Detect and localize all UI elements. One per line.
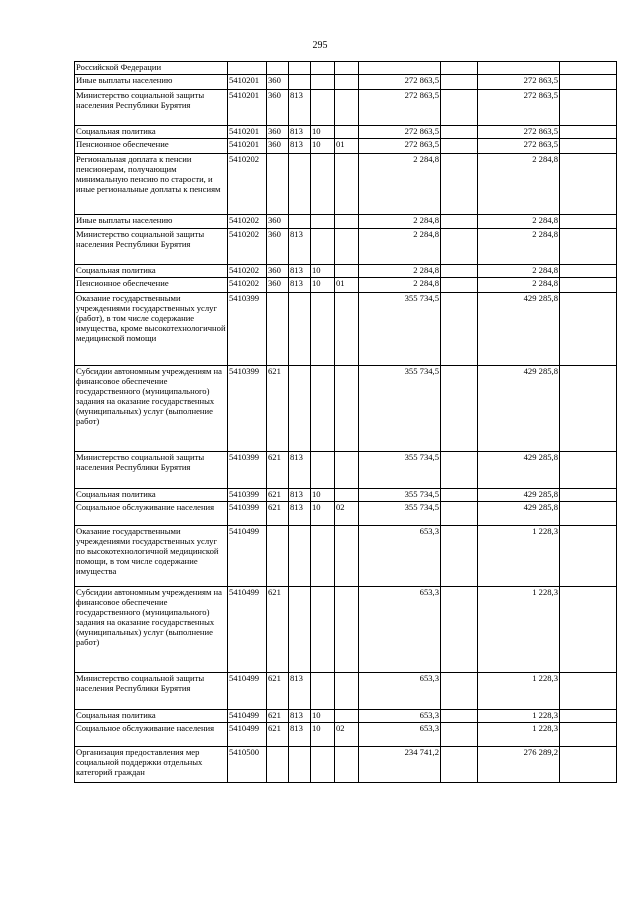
row-empty-cell: [441, 139, 478, 154]
row-sum-1-cell: 355 734,5: [359, 489, 441, 502]
row-pr-cell: 01: [335, 278, 359, 293]
row-empty-cell: [441, 489, 478, 502]
row-name-cell: Пенсионное обеспечение: [75, 139, 228, 154]
row-sum-2-cell: 272 863,5: [478, 139, 560, 154]
row-sum-2-cell: 1 228,3: [478, 673, 560, 710]
row-empty-cell: [441, 502, 478, 526]
row-pr-cell: [335, 62, 359, 75]
row-pr-cell: [335, 452, 359, 489]
row-sum-1-cell: 2 284,8: [359, 215, 441, 229]
row-grbs-cell: 813: [289, 502, 311, 526]
row-empty-cell: [441, 62, 478, 75]
row-sum-2-cell: 2 284,8: [478, 215, 560, 229]
row-empty-cell: [560, 90, 617, 126]
row-rz-cell: [311, 62, 335, 75]
row-name-cell: Иные выплаты населению: [75, 75, 228, 90]
row-name-cell: Оказание государственными учреждениями государственных услуг (работ), в том числе содержание имущества, кроме высокотехнологичной медицинской помощи: [75, 293, 228, 366]
row-sum-1-cell: 272 863,5: [359, 90, 441, 126]
table-row: [75, 215, 617, 229]
row-rz-cell: 10: [311, 278, 335, 293]
budget-table: [74, 61, 617, 783]
row-sum-2-cell: 2 284,8: [478, 154, 560, 215]
row-pr-cell: [335, 366, 359, 452]
row-empty-cell: [441, 526, 478, 587]
row-sum-1-cell: 653,3: [359, 526, 441, 587]
row-sum-2-cell: 429 285,8: [478, 489, 560, 502]
row-grbs-cell: 813: [289, 229, 311, 265]
row-name-cell: Субсидии автономным учреждениям на финансовое обеспечение государственного (муниципального) задания на оказание государственных (муниципальных) услуг (выполнение работ): [75, 587, 228, 673]
row-grbs-cell: 813: [289, 139, 311, 154]
table-row: [75, 710, 617, 723]
table-row: [75, 126, 617, 139]
row-grbs-cell: [289, 587, 311, 673]
row-grbs-cell: [289, 366, 311, 452]
table-row: [75, 154, 617, 215]
row-sum-2-cell: 272 863,5: [478, 90, 560, 126]
row-empty-cell: [560, 62, 617, 75]
row-rz-cell: [311, 215, 335, 229]
row-empty-cell: [560, 489, 617, 502]
row-sum-1-cell: 272 863,5: [359, 126, 441, 139]
row-name-cell: Министерство социальной защиты населения Республики Бурятия: [75, 90, 228, 126]
row-rz-cell: [311, 154, 335, 215]
row-name-cell: Пенсионное обеспечение: [75, 278, 228, 293]
row-empty-cell: [441, 366, 478, 452]
row-pr-cell: [335, 293, 359, 366]
row-pr-cell: [335, 710, 359, 723]
row-sum-2-cell: 272 863,5: [478, 75, 560, 90]
row-empty-cell: [441, 278, 478, 293]
row-sum-1-cell: 2 284,8: [359, 265, 441, 278]
row-sum-1-cell: 653,3: [359, 673, 441, 710]
row-vr-cell: 360: [267, 90, 289, 126]
row-empty-cell: [441, 75, 478, 90]
row-empty-cell: [560, 154, 617, 215]
row-sum-2-cell: 272 863,5: [478, 126, 560, 139]
table-row: [75, 229, 617, 265]
row-sum-1-cell: 2 284,8: [359, 154, 441, 215]
row-grbs-cell: 813: [289, 723, 311, 747]
row-empty-cell: [560, 366, 617, 452]
row-code-cell: 5410201: [228, 75, 267, 90]
row-rz-cell: [311, 75, 335, 90]
row-sum-2-cell: 429 285,8: [478, 452, 560, 489]
row-pr-cell: [335, 229, 359, 265]
row-sum-2-cell: 2 284,8: [478, 278, 560, 293]
row-code-cell: 5410202: [228, 278, 267, 293]
row-empty-cell: [560, 75, 617, 90]
row-vr-cell: 360: [267, 75, 289, 90]
row-empty-cell: [441, 154, 478, 215]
row-grbs-cell: [289, 215, 311, 229]
row-sum-2-cell: 429 285,8: [478, 366, 560, 452]
row-empty-cell: [441, 587, 478, 673]
row-vr-cell: 621: [267, 723, 289, 747]
row-vr-cell: [267, 62, 289, 75]
row-empty-cell: [441, 126, 478, 139]
row-sum-2-cell: 1 228,3: [478, 710, 560, 723]
row-vr-cell: 621: [267, 452, 289, 489]
row-code-cell: 5410399: [228, 489, 267, 502]
row-code-cell: 5410399: [228, 502, 267, 526]
row-grbs-cell: 813: [289, 90, 311, 126]
row-name-cell: Социальная политика: [75, 710, 228, 723]
row-code-cell: 5410202: [228, 154, 267, 215]
row-vr-cell: 360: [267, 126, 289, 139]
row-sum-2-cell: 1 228,3: [478, 723, 560, 747]
row-sum-2-cell: 429 285,8: [478, 502, 560, 526]
row-empty-cell: [560, 747, 617, 783]
row-sum-2-cell: 429 285,8: [478, 293, 560, 366]
row-grbs-cell: 813: [289, 710, 311, 723]
row-rz-cell: 10: [311, 126, 335, 139]
row-vr-cell: 621: [267, 673, 289, 710]
row-sum-1-cell: [359, 62, 441, 75]
row-grbs-cell: [289, 747, 311, 783]
row-sum-1-cell: 355 734,5: [359, 452, 441, 489]
row-grbs-cell: 813: [289, 489, 311, 502]
row-pr-cell: [335, 587, 359, 673]
row-vr-cell: [267, 293, 289, 366]
row-pr-cell: 01: [335, 139, 359, 154]
row-name-cell: Региональная доплата к пенсии пенсионерам, получающим минимальную пенсию по старости, и иные региональные доплаты к пенсиям: [75, 154, 228, 215]
row-grbs-cell: [289, 154, 311, 215]
table-row: [75, 139, 617, 154]
row-vr-cell: 621: [267, 587, 289, 673]
row-empty-cell: [560, 723, 617, 747]
row-rz-cell: [311, 229, 335, 265]
row-vr-cell: 360: [267, 265, 289, 278]
row-rz-cell: 10: [311, 502, 335, 526]
row-sum-2-cell: 2 284,8: [478, 229, 560, 265]
row-pr-cell: [335, 489, 359, 502]
row-pr-cell: [335, 265, 359, 278]
row-empty-cell: [560, 293, 617, 366]
row-vr-cell: [267, 154, 289, 215]
row-pr-cell: [335, 673, 359, 710]
row-empty-cell: [441, 710, 478, 723]
table-row: [75, 673, 617, 710]
row-name-cell: Иные выплаты населению: [75, 215, 228, 229]
row-pr-cell: [335, 90, 359, 126]
row-code-cell: 5410399: [228, 293, 267, 366]
row-code-cell: 5410201: [228, 139, 267, 154]
row-code-cell: 5410499: [228, 723, 267, 747]
row-rz-cell: 10: [311, 710, 335, 723]
row-sum-1-cell: 653,3: [359, 710, 441, 723]
row-empty-cell: [560, 710, 617, 723]
table-row: [75, 747, 617, 783]
row-sum-1-cell: 272 863,5: [359, 75, 441, 90]
row-rz-cell: [311, 673, 335, 710]
row-code-cell: 5410499: [228, 587, 267, 673]
row-rz-cell: [311, 366, 335, 452]
row-vr-cell: 621: [267, 366, 289, 452]
row-grbs-cell: [289, 293, 311, 366]
row-empty-cell: [560, 502, 617, 526]
row-name-cell: Субсидии автономным учреждениям на финансовое обеспечение государственного (муниципального) задания на оказание государственных (муниципальных) услуг (выполнение работ): [75, 366, 228, 452]
row-grbs-cell: 813: [289, 278, 311, 293]
row-empty-cell: [560, 126, 617, 139]
table-row: [75, 75, 617, 90]
row-code-cell: 5410202: [228, 265, 267, 278]
row-sum-2-cell: 1 228,3: [478, 587, 560, 673]
row-rz-cell: [311, 526, 335, 587]
row-pr-cell: 02: [335, 723, 359, 747]
row-empty-cell: [560, 229, 617, 265]
row-name-cell: Министерство социальной защиты населения Республики Бурятия: [75, 452, 228, 489]
row-grbs-cell: 813: [289, 265, 311, 278]
row-grbs-cell: 813: [289, 673, 311, 710]
row-empty-cell: [441, 452, 478, 489]
row-vr-cell: 360: [267, 139, 289, 154]
row-name-cell: Оказание государственными учреждениями государственных услуг по высокотехнологичной медицинской помощи, в том числе содержание имущества: [75, 526, 228, 587]
table-row: [75, 526, 617, 587]
row-vr-cell: [267, 526, 289, 587]
row-vr-cell: 360: [267, 278, 289, 293]
table-row: [75, 62, 617, 75]
row-sum-2-cell: 1 228,3: [478, 526, 560, 587]
row-empty-cell: [560, 673, 617, 710]
row-rz-cell: 10: [311, 139, 335, 154]
row-code-cell: 5410201: [228, 90, 267, 126]
table-row: [75, 293, 617, 366]
row-vr-cell: 360: [267, 215, 289, 229]
table-row: [75, 366, 617, 452]
row-empty-cell: [560, 215, 617, 229]
row-empty-cell: [560, 265, 617, 278]
row-name-cell: Социальная политика: [75, 489, 228, 502]
row-rz-cell: [311, 293, 335, 366]
row-sum-1-cell: 653,3: [359, 723, 441, 747]
row-empty-cell: [441, 293, 478, 366]
row-empty-cell: [441, 723, 478, 747]
row-pr-cell: [335, 526, 359, 587]
row-pr-cell: [335, 75, 359, 90]
row-pr-cell: [335, 126, 359, 139]
row-code-cell: 5410500: [228, 747, 267, 783]
row-pr-cell: [335, 215, 359, 229]
row-sum-1-cell: 355 734,5: [359, 502, 441, 526]
row-empty-cell: [560, 526, 617, 587]
page-number: 295: [312, 40, 328, 51]
row-empty-cell: [560, 278, 617, 293]
row-code-cell: 5410202: [228, 229, 267, 265]
row-code-cell: 5410499: [228, 673, 267, 710]
row-grbs-cell: [289, 526, 311, 587]
row-name-cell: Министерство социальной защиты населения Республики Бурятия: [75, 673, 228, 710]
row-sum-2-cell: [478, 62, 560, 75]
row-vr-cell: 621: [267, 710, 289, 723]
row-rz-cell: 10: [311, 489, 335, 502]
row-rz-cell: 10: [311, 265, 335, 278]
row-rz-cell: [311, 747, 335, 783]
row-sum-1-cell: 355 734,5: [359, 366, 441, 452]
row-sum-1-cell: 355 734,5: [359, 293, 441, 366]
row-code-cell: 5410201: [228, 126, 267, 139]
row-empty-cell: [441, 673, 478, 710]
table-row: [75, 278, 617, 293]
table-row: [75, 502, 617, 526]
row-rz-cell: [311, 90, 335, 126]
row-sum-1-cell: 234 741,2: [359, 747, 441, 783]
table-row: [75, 723, 617, 747]
row-empty-cell: [560, 587, 617, 673]
row-grbs-cell: [289, 75, 311, 90]
row-vr-cell: 360: [267, 229, 289, 265]
row-sum-2-cell: 2 284,8: [478, 265, 560, 278]
row-vr-cell: 621: [267, 489, 289, 502]
table-row: [75, 587, 617, 673]
table-row: [75, 265, 617, 278]
row-name-cell: Социальная политика: [75, 126, 228, 139]
row-empty-cell: [441, 215, 478, 229]
row-code-cell: [228, 62, 267, 75]
row-sum-1-cell: 653,3: [359, 587, 441, 673]
row-pr-cell: [335, 747, 359, 783]
row-code-cell: 5410399: [228, 452, 267, 489]
row-name-cell: Социальное обслуживание населения: [75, 723, 228, 747]
row-name-cell: Министерство социальной защиты населения Республики Бурятия: [75, 229, 228, 265]
row-grbs-cell: 813: [289, 126, 311, 139]
row-pr-cell: 02: [335, 502, 359, 526]
row-rz-cell: [311, 452, 335, 489]
row-empty-cell: [441, 90, 478, 126]
table-row: [75, 452, 617, 489]
row-sum-1-cell: 272 863,5: [359, 139, 441, 154]
row-code-cell: 5410399: [228, 366, 267, 452]
row-empty-cell: [441, 229, 478, 265]
row-vr-cell: [267, 747, 289, 783]
row-sum-2-cell: 276 289,2: [478, 747, 560, 783]
row-sum-1-cell: 2 284,8: [359, 278, 441, 293]
row-rz-cell: [311, 587, 335, 673]
row-name-cell: Социальное обслуживание населения: [75, 502, 228, 526]
row-rz-cell: 10: [311, 723, 335, 747]
table-row: [75, 90, 617, 126]
row-code-cell: 5410499: [228, 710, 267, 723]
row-name-cell: Социальная политика: [75, 265, 228, 278]
row-empty-cell: [441, 747, 478, 783]
row-grbs-cell: [289, 62, 311, 75]
row-code-cell: 5410202: [228, 215, 267, 229]
row-empty-cell: [441, 265, 478, 278]
row-code-cell: 5410499: [228, 526, 267, 587]
row-empty-cell: [560, 452, 617, 489]
row-sum-1-cell: 2 284,8: [359, 229, 441, 265]
table-row: [75, 489, 617, 502]
row-vr-cell: 621: [267, 502, 289, 526]
row-pr-cell: [335, 154, 359, 215]
row-name-cell: Организация предоставления мер социальной поддержки отдельных категорий граждан: [75, 747, 228, 783]
row-name-cell: Российской Федерации: [75, 62, 228, 75]
row-grbs-cell: 813: [289, 452, 311, 489]
row-empty-cell: [560, 139, 617, 154]
